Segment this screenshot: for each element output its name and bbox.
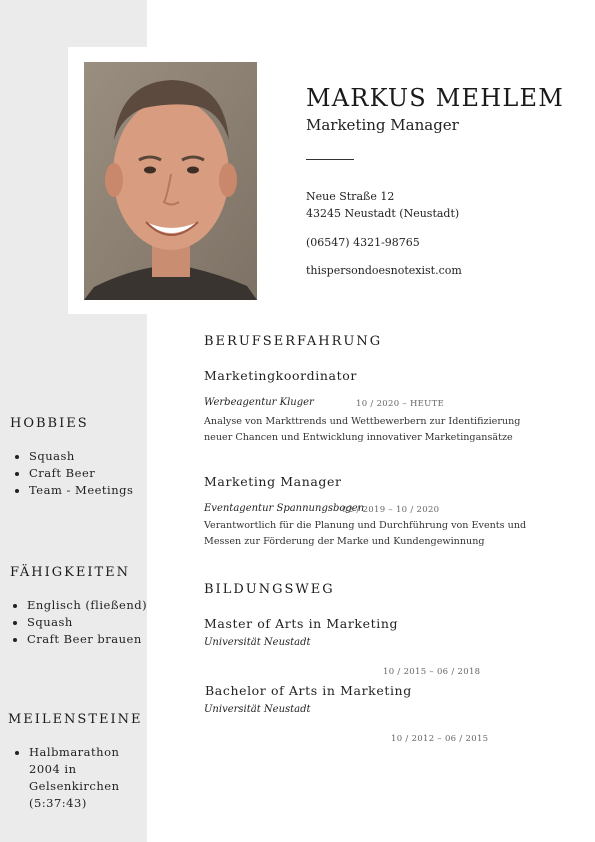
milestones-list (12, 744, 139, 812)
skills-list (10, 597, 147, 648)
degree-title: Master of Arts in Marketing (204, 616, 399, 631)
list-item: • Englisch (fließend) (27, 597, 147, 614)
milestones-heading: MEILENSTEINE (8, 712, 143, 727)
job-description: Verantwortlich für die Planung und Durchführung von Events und Messen zur Förderung der Marke und Kundengewinnung (204, 520, 527, 547)
education-heading: BILDUNGSWEG (204, 582, 335, 597)
hobbies-heading: HOBBIES (10, 416, 89, 431)
candidate-job-title: Marketing Manager (306, 116, 459, 134)
skills-heading: FÄHIGKEITEN (10, 565, 131, 580)
profile-photo (84, 62, 257, 300)
school-name: Universität Neustadt (204, 637, 311, 648)
list-item: • Squash (27, 614, 147, 631)
list-item: • Craft Beer brauen (27, 631, 147, 648)
list-item: • Halbmarathon 2004 in Gelsenkirchen (5:37:43) (29, 744, 139, 812)
website-link[interactable]: thispersondoesnotexist.com (306, 264, 462, 277)
education-dates: 10 / 2012 – 06 / 2015 (391, 734, 489, 744)
divider-line (306, 159, 354, 160)
job-title: Marketing Manager (204, 474, 342, 489)
experience-heading: BERUFSERFAHRUNG (204, 334, 383, 349)
hobbies-list (12, 448, 133, 499)
portrait-image (84, 62, 257, 300)
list-item: • Craft Beer (29, 465, 133, 482)
phone-number: (06547) 4321-98765 (306, 236, 420, 249)
address-city: 43245 Neustadt (Neustadt) (306, 207, 460, 220)
school-name: Universität Neustadt (204, 704, 311, 715)
job-title: Marketingkoordinator (204, 368, 357, 383)
candidate-name: MARKUS MEHLEM (306, 84, 565, 112)
company-name: Werbeagentur Kluger (204, 397, 314, 408)
job-dates: 02 / 2019 – 10 / 2020 (342, 505, 440, 515)
job-description: Analyse von Markttrends und Wettbewerbern zur Identifizierung neuer Chancen und Entwicklung innovativer Marketingansätze (204, 416, 521, 443)
education-dates: 10 / 2015 – 06 / 2018 (383, 667, 481, 677)
job-dates: 10 / 2020 – HEUTE (356, 399, 445, 409)
list-item: • Squash (29, 448, 133, 465)
address-street: Neue Straße 12 (306, 190, 395, 203)
list-item: • Team - Meetings (29, 482, 133, 499)
degree-title: Bachelor of Arts in Marketing (205, 683, 412, 698)
company-name: Eventagentur Spannungsbogen (204, 503, 365, 514)
